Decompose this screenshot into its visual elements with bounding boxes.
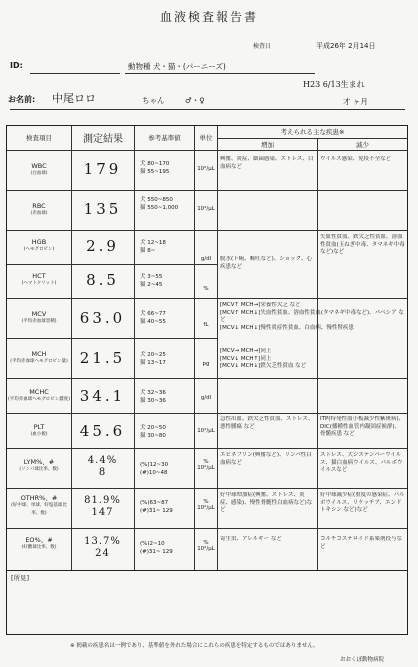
result-rbc: 135 bbox=[83, 200, 122, 218]
item-wbc: WBC (白血球) bbox=[30, 162, 48, 176]
ref-wbc: 犬 80~170 猫 55~195 bbox=[140, 161, 170, 175]
result-hct: 8.5 bbox=[86, 271, 119, 289]
ref-mchc: 犬 32~36 猫 30~36 bbox=[140, 390, 166, 404]
ref-eo: (%)2~10 (#)31~ 129 bbox=[140, 541, 173, 555]
row-divider bbox=[7, 298, 407, 299]
header-increase: 増加 bbox=[261, 141, 274, 149]
result-wbc: 179 bbox=[83, 160, 122, 178]
header-disease: 考えられる主な疾患※ bbox=[280, 128, 345, 136]
row-divider bbox=[7, 488, 407, 489]
result-lym: 4.4% 8 bbox=[87, 455, 118, 478]
unit-hct: % bbox=[203, 286, 209, 292]
increase-lym: エピネフリン(興奮など)、リンパ性白血病など bbox=[220, 452, 312, 466]
result-mcv: 63.0 bbox=[79, 309, 126, 327]
ref-plt: 犬 20~50 猫 30~80 bbox=[140, 425, 166, 439]
ref-hgb: 犬 12~18 猫 8~ bbox=[140, 240, 166, 254]
item-othr: OTHR%、# (好中球、単球、好塩基球比率、数) bbox=[11, 494, 67, 516]
row-divider bbox=[7, 448, 407, 449]
sex-select: ♂・♀ bbox=[185, 96, 205, 105]
species-line: 動物種 犬・猫・(パーニーズ) bbox=[128, 62, 226, 71]
header-unit: 単位 bbox=[199, 134, 213, 142]
id-label: ID: bbox=[10, 61, 23, 70]
result-othr: 81.9% 147 bbox=[84, 495, 121, 518]
age: 才 ヶ月 bbox=[343, 97, 368, 106]
result-eo: 13.7% 24 bbox=[84, 536, 121, 559]
decrease-othr: 好中球減少症(重度の感染症、パルボウイルス、リケッチア、エンドトキシン など)など bbox=[320, 492, 405, 513]
pet-name: 中尾ロロ bbox=[52, 92, 96, 105]
item-mch: MCH (平均赤血球ヘモグロビン量) bbox=[10, 350, 68, 364]
unit-othr: % 10²/μL bbox=[197, 499, 215, 511]
name-underline bbox=[10, 109, 405, 110]
exam-date: 平成26年 2月14日 bbox=[316, 42, 376, 50]
clinic-name: おおくぼ動物病院 bbox=[340, 657, 385, 663]
row-divider bbox=[7, 338, 217, 339]
increase-eo: 寄生虫、アレルギー など bbox=[220, 536, 282, 542]
unit-wbc: 10²/μL bbox=[197, 166, 215, 172]
item-hct: HCT (ヘマトクリット) bbox=[21, 272, 57, 286]
result-mchc: 34.1 bbox=[79, 387, 126, 405]
header-item: 検査項目 bbox=[26, 134, 52, 142]
result-plt: 45.6 bbox=[79, 422, 126, 440]
honorific: ちゃん bbox=[142, 96, 165, 105]
col-divider bbox=[217, 126, 218, 570]
result-mch: 21.5 bbox=[79, 349, 126, 367]
remarks-divider bbox=[7, 570, 407, 571]
decrease-lym: ストレス、犬ジステンパーウイルス、猫白血病ウイルス、パルボウイルスなど bbox=[320, 452, 403, 473]
increase-wbc: 興奮、炎症、細菌感染、ストレス、白血病など bbox=[220, 156, 314, 170]
subheader-divider bbox=[217, 138, 407, 139]
decrease-wbc: ウイルス感染、免疫不全など bbox=[320, 156, 392, 162]
remarks-label: [所見] bbox=[11, 574, 30, 582]
unit-mch: pg bbox=[202, 361, 210, 367]
ref-lym: (%)12~30 (#)10~48 bbox=[140, 462, 169, 476]
row-divider bbox=[7, 378, 407, 379]
id-underline bbox=[30, 73, 120, 74]
decrease-plt: ITP(特発性血小板減少性紫斑病)、DIC(播種性血管内凝固症候群)、骨髄疾患 など bbox=[320, 416, 405, 437]
ref-mcv: 犬 66~77 猫 40~55 bbox=[140, 311, 166, 325]
ref-othr: (%)63~87 (#)31~ 129 bbox=[140, 500, 173, 514]
report-title: 血液検査報告書 bbox=[159, 10, 258, 24]
disclaimer: ※ 掲載の疾患名は一例であり、基準値を外れた場合にこれらの疾患を特定するものではありません。 bbox=[70, 643, 319, 649]
increase-mch: [MCV→ MCH→]同上 [MCV↓ MCH↑]同上 [MCV↓ MCH↓]鉄欠乏性貧血 など bbox=[220, 348, 307, 369]
unit-hgb: g/dl bbox=[200, 256, 212, 262]
item-hgb: HGB (ヘモグロビン) bbox=[23, 238, 55, 252]
decrease-hgb: 失血性貧血、鉄欠乏性貧血、溶血性貧血(玉ねぎ中毒、タマネギ中毒など)など bbox=[320, 234, 405, 255]
item-mchc: MCHC (平均赤血球ヘモグロビン濃度) bbox=[7, 388, 70, 402]
header-result: 測定結果 bbox=[83, 134, 123, 145]
unit-plt: 10⁴/μL bbox=[197, 428, 215, 434]
decrease-eo: コルチコステロイド系薬剤投与など bbox=[320, 536, 403, 550]
ref-mch: 犬 20~25 猫 13~17 bbox=[140, 352, 166, 366]
name-label: お名前: bbox=[8, 95, 36, 104]
increase-mcv: [MCV↑ MCH→]栄養性欠乏 など [MCV↑ MCH↓]失血性貧血、溶血性貧血(タマネギ中毒など)、バベシア など [MCV↓ MCH↓]慢性炎症性貧血、白血病、慢性腎疾患 bbox=[220, 302, 404, 331]
unit-eo: % 10²/μL bbox=[197, 540, 215, 552]
header-decrease: 減少 bbox=[356, 141, 369, 149]
item-lym: LYM%、# (リンパ球比率、数) bbox=[19, 458, 59, 472]
header-ref: 参考基準値 bbox=[148, 134, 181, 142]
birth-date: H23 6/13生まれ bbox=[303, 80, 365, 89]
blood-test-table bbox=[6, 125, 408, 635]
unit-mchc: g/dl bbox=[200, 395, 212, 401]
unit-lym: % 10²/μL bbox=[197, 459, 215, 471]
item-plt: PLT (血小板) bbox=[30, 423, 48, 437]
species-underline bbox=[125, 73, 315, 74]
increase-plt: 急性出血、鉄欠乏性貧血、ストレス、悪性腫瘍 など bbox=[220, 416, 314, 430]
result-hgb: 2.9 bbox=[86, 237, 119, 255]
item-rbc: RBC (赤血球) bbox=[30, 202, 48, 216]
ref-hct: 犬 3~55 猫 2~45 bbox=[140, 274, 163, 288]
col-divider bbox=[134, 126, 135, 570]
unit-rbc: 10⁴/μL bbox=[197, 206, 215, 212]
increase-othr: 好中球増加症(興奮、ストレス、炎症、感染)、慢性骨髄性白血病など)など bbox=[220, 492, 313, 513]
row-divider bbox=[7, 150, 407, 151]
row-divider bbox=[7, 230, 407, 231]
row-divider bbox=[7, 528, 407, 529]
increase-hgb: 脱水(下痢、嘔吐など)、ショック、心疾患など bbox=[220, 256, 312, 270]
row-divider bbox=[7, 264, 217, 265]
row-divider bbox=[7, 413, 407, 414]
item-mcv: MCV (平均赤血球容積) bbox=[21, 310, 57, 324]
ref-rbc: 犬 550~850 猫 550~1,000 bbox=[140, 197, 179, 211]
item-eo: EO%、# (好酸球比率、数) bbox=[21, 536, 57, 550]
unit-mcv: fL bbox=[203, 322, 209, 328]
row-divider bbox=[7, 190, 407, 191]
exam-date-label: 検査日 bbox=[253, 43, 272, 50]
